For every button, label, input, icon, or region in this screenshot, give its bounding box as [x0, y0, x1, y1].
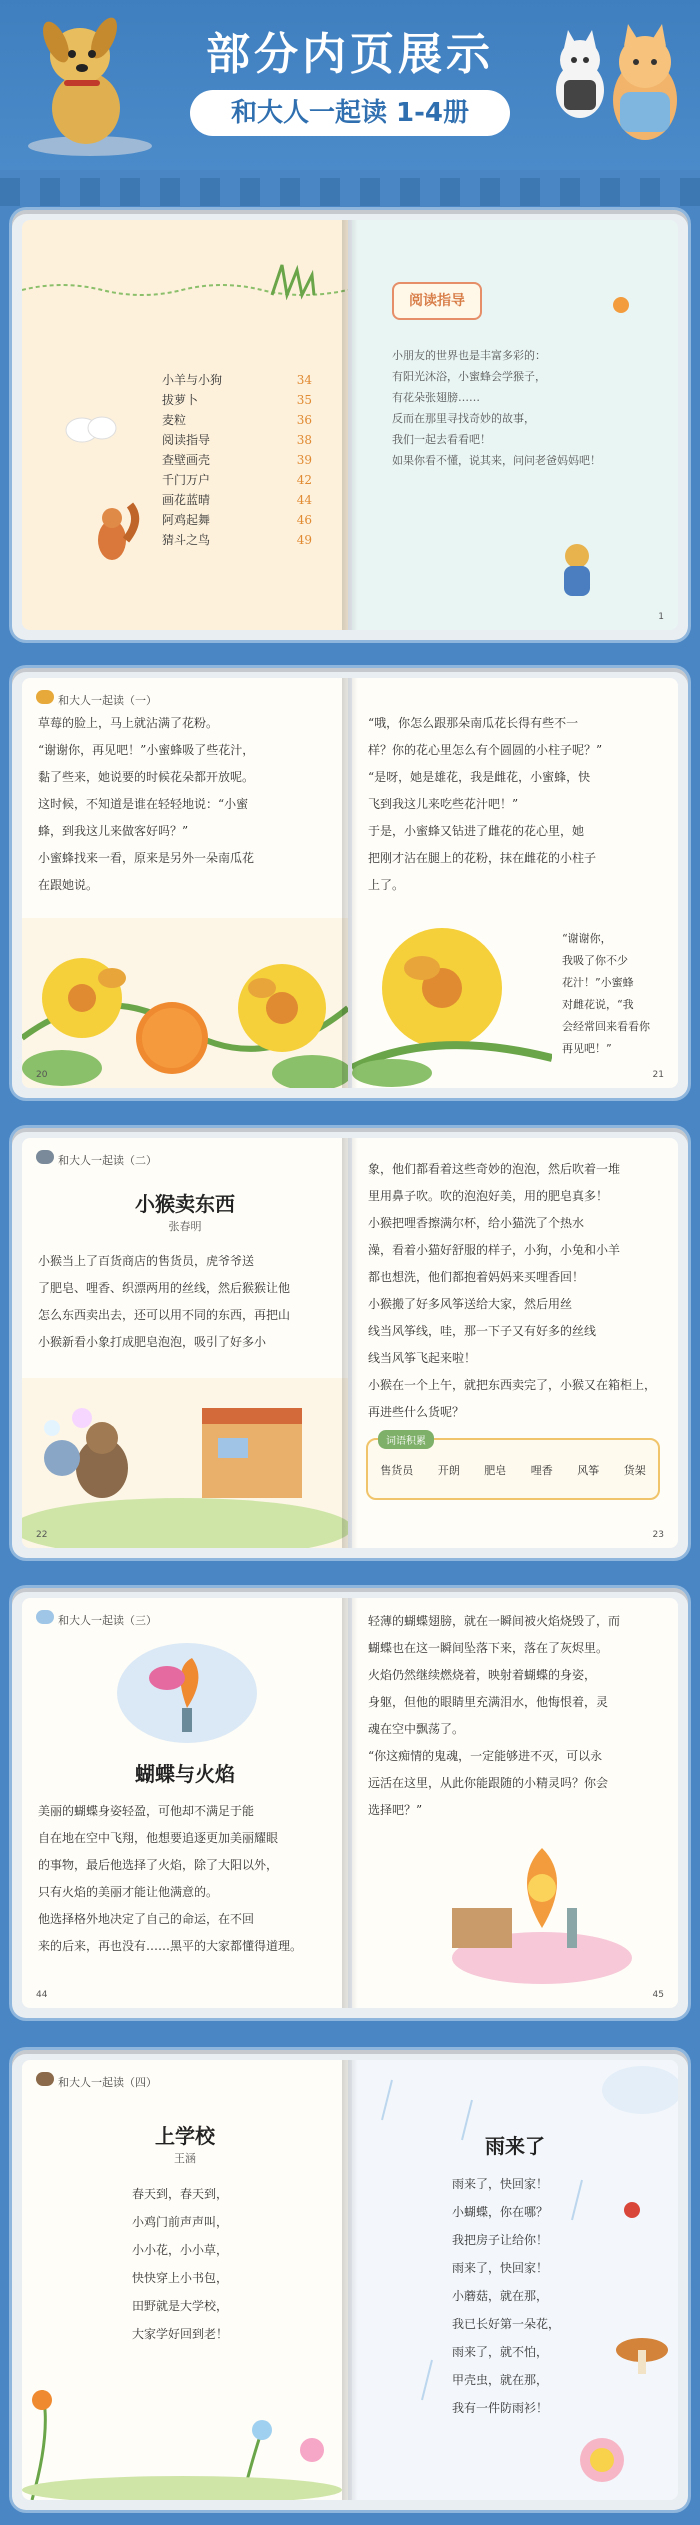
- toc-page: [22, 220, 348, 630]
- poem-text: 春天到，春天到， 小鸡门前声声叫， 小小花，小小草， 快快穿上小书包， 田野就是大学校， 大家学好回到老！: [132, 2187, 229, 2341]
- reading-guide-text: 小朋友的世界也是丰富多彩的： 有阳光沐浴，小蜜蜂会学猴子， 有花朵张翅膀…… 反而在那里寻找奇妙的故事， 我们一起去看看吧！ 如果你看不懂，说其来，问问老爸妈妈吧！: [392, 349, 601, 467]
- vocabulary-word: 哩香: [530, 1464, 553, 1477]
- chapter-icon: [36, 1610, 54, 1624]
- toc-item[interactable]: 画花蓝晴 44: [162, 493, 312, 507]
- book-spread-1: [12, 210, 688, 640]
- toc-item[interactable]: 拔萝卜 35: [162, 393, 312, 407]
- story-text: 草莓的脸上，马上就沾满了花粉。 “谢谢你，再见吧！”小蜜蜂吸了些花汁， 黏了些来，她说要的时候花朵都开放呢。 这时候，不知道是谁在轻轻地说：“小蜜 蜂，到我这儿来做客好吗？” 小蜜蜂找来一看，原来是另外一朵南瓜花 在跟她说。: [38, 716, 255, 892]
- series-subtitle: 和大人一起读 1-4册: [190, 90, 510, 136]
- poem-title: 上学校: [155, 2124, 215, 2148]
- story-text: 小猴当上了百货商店的售货员，虎爷爷送 了肥皂、哩香、织漂两用的丝线，然后猴猴让他 怎么东西卖出去，还可以用不同的东西，再把山 小猴新看小象打成肥皂泡泡，吸引了好多小: [38, 1254, 291, 1349]
- story-title: 小猴卖东西: [135, 1192, 235, 1216]
- poem-page-right: [352, 2060, 678, 2500]
- vocabulary-title: 词语积累: [378, 1430, 434, 1449]
- flowers-illustration: [22, 918, 348, 1088]
- story-text: “哦，你怎么跟那朵南瓜花长得有些不一 样？你的花心里怎么有个圆圆的小柱子呢？” “是呀，她是雄花，我是雌花，小蜜蜂，快 飞到我这儿来吃些花汁吧！” 于是，小蜜蜂又钻进了雌花的花心里，她 把刚才沾在腿上的花粉，抹在雌花的小柱子 上了。: [368, 716, 603, 892]
- vocabulary-box: [366, 1438, 660, 1500]
- chapter-icon: [36, 690, 54, 704]
- page-number: 21: [652, 1070, 664, 1080]
- poem-text: 雨来了，快回家！ 小蝴蝶，你在哪？ 我把房子让给你！ 雨来了，快回家！ 小蘑菇，就在那， 我已长好第一朵花， 雨来了，就不怕， 甲壳虫，就在那， 我有一件防雨衫！: [452, 2177, 561, 2415]
- chapter-label: 和大人一起读（三）: [58, 1614, 157, 1627]
- vocabulary-word: 开朗: [437, 1464, 460, 1477]
- flame-table-illustration: [432, 1838, 632, 1988]
- page-number: 23: [652, 1530, 664, 1540]
- story-page-right: [352, 1138, 678, 1548]
- story-page-left: [22, 1138, 348, 1548]
- chapter-label: 和大人一起读（四）: [58, 2076, 157, 2089]
- chapter-label: 和大人一起读（一）: [58, 694, 157, 707]
- toc-item[interactable]: 阿鸡起舞 46: [162, 513, 312, 527]
- poem-author: 王涵: [174, 2152, 196, 2165]
- page-number: 1: [658, 612, 664, 622]
- story-author: 张春明: [168, 1220, 202, 1233]
- toc-item[interactable]: 阅读指导 38: [162, 433, 312, 447]
- story-page-right: [352, 678, 678, 1088]
- vocabulary-word: 肥皂: [484, 1464, 507, 1477]
- poem-page-left: [22, 2060, 348, 2500]
- header-banner: [0, 0, 700, 170]
- reading-guide-page: [352, 220, 678, 630]
- chapter-label: 和大人一起读（二）: [58, 1154, 157, 1167]
- vocabulary-word: 风筝: [577, 1464, 600, 1477]
- flowers-border-illustration: [22, 2390, 348, 2500]
- cats-illustration: [530, 20, 690, 160]
- page-number: 22: [36, 1530, 48, 1540]
- story-page-left: [22, 1598, 348, 2008]
- toc-item[interactable]: 猜斗之鸟 49: [162, 533, 312, 547]
- sun-icon: [606, 290, 636, 320]
- page-number: 44: [36, 1990, 48, 2000]
- poem-title: 雨来了: [485, 2134, 545, 2158]
- toc-item[interactable]: 查壁画壳 39: [162, 453, 312, 467]
- page-title: 部分内页展示: [206, 29, 494, 80]
- shop-illustration: [22, 1378, 348, 1548]
- story-text-side: “谢谢你， 我吸了你不少 花汁！”小蜜蜂 对雌花说，“我 会经常回来看看你 再见吧！”: [562, 932, 650, 1055]
- book-spread-2: [12, 668, 688, 1098]
- book-spread-4: [12, 1588, 688, 2018]
- table-of-contents: [162, 370, 312, 550]
- toc-item[interactable]: 千门万户 42: [162, 473, 312, 487]
- vocabulary-list: [368, 1462, 658, 1478]
- reading-guide-title: 阅读指导: [392, 282, 482, 320]
- toc-item[interactable]: 麦粒 36: [162, 413, 312, 427]
- book-spread-3: [12, 1128, 688, 1558]
- vocabulary-word: 售货员: [380, 1464, 414, 1477]
- grass-icon: [262, 260, 322, 300]
- story-page-right: [352, 1598, 678, 2008]
- story-title: 蝴蝶与火焰: [135, 1762, 235, 1786]
- squirrel-illustration: [82, 500, 142, 570]
- story-page-left: [22, 678, 348, 1088]
- butterfly-flame-illustration: [112, 1638, 262, 1748]
- vocabulary-word: 货架: [623, 1464, 646, 1477]
- chapter-icon: [36, 1150, 54, 1164]
- page-number: 45: [652, 1990, 664, 2000]
- book-spread-5: [12, 2050, 688, 2510]
- decorative-band: [0, 178, 700, 206]
- story-text: 轻薄的蝴蝶翅膀，就在一瞬间被火焰烧毁了，而 蝴蝶也在这一瞬间坠落下来，落在了灰烬里。 火焰仍然继续燃烧着，映射着蝴蝶的身姿， 身躯，但他的眼睛里充满泪水，他悔恨着，灵 魂在空中飘荡了。 “你这痴情的鬼魂，一定能够进不灭，可以永 远活在这里，从此你能跟随的小精灵吗？你会 选择吧？”: [368, 1614, 621, 1817]
- flower-bee-illustration: [352, 908, 552, 1088]
- page-number: 20: [36, 1070, 48, 1080]
- bubbles-icon: [62, 410, 122, 450]
- toc-item[interactable]: 小羊与小狗 34: [162, 373, 312, 387]
- story-text: 美丽的蝴蝶身姿轻盈，可他却不满足于能 自在地在空中飞翔，他想要追逐更加美丽耀眼 的事物，最后他选择了火焰，除了大阳以外， 只有火焰的美丽才能让他满意的。 他选择格外地决定了自己的命运，在不回 来的后来，再也没有……黑平的大家都懂得道理。: [38, 1804, 303, 1953]
- bear-illustration: [552, 540, 602, 600]
- story-text: 象，他们都看着这些奇妙的泡泡，然后吹着一堆 里用鼻子吹。吹的泡泡好美，用的肥皂真多！ 小猴把哩香擦满尔杯，给小猫洗了个热水 澡，看着小猫好舒服的样子，小狗，小兔和小羊 都也想洗，他们都抱着妈妈来买哩香回！ 小猴搬了好多风筝送给大家，然后用丝 线当风筝线，哇，那一下子又有好多的丝线 线当风筝飞起来啦！ 小猴在一个上午，就把东西卖完了，小猴又在箱柜上， 再进些什么货呢？: [368, 1162, 657, 1419]
- chapter-icon: [36, 2072, 54, 2086]
